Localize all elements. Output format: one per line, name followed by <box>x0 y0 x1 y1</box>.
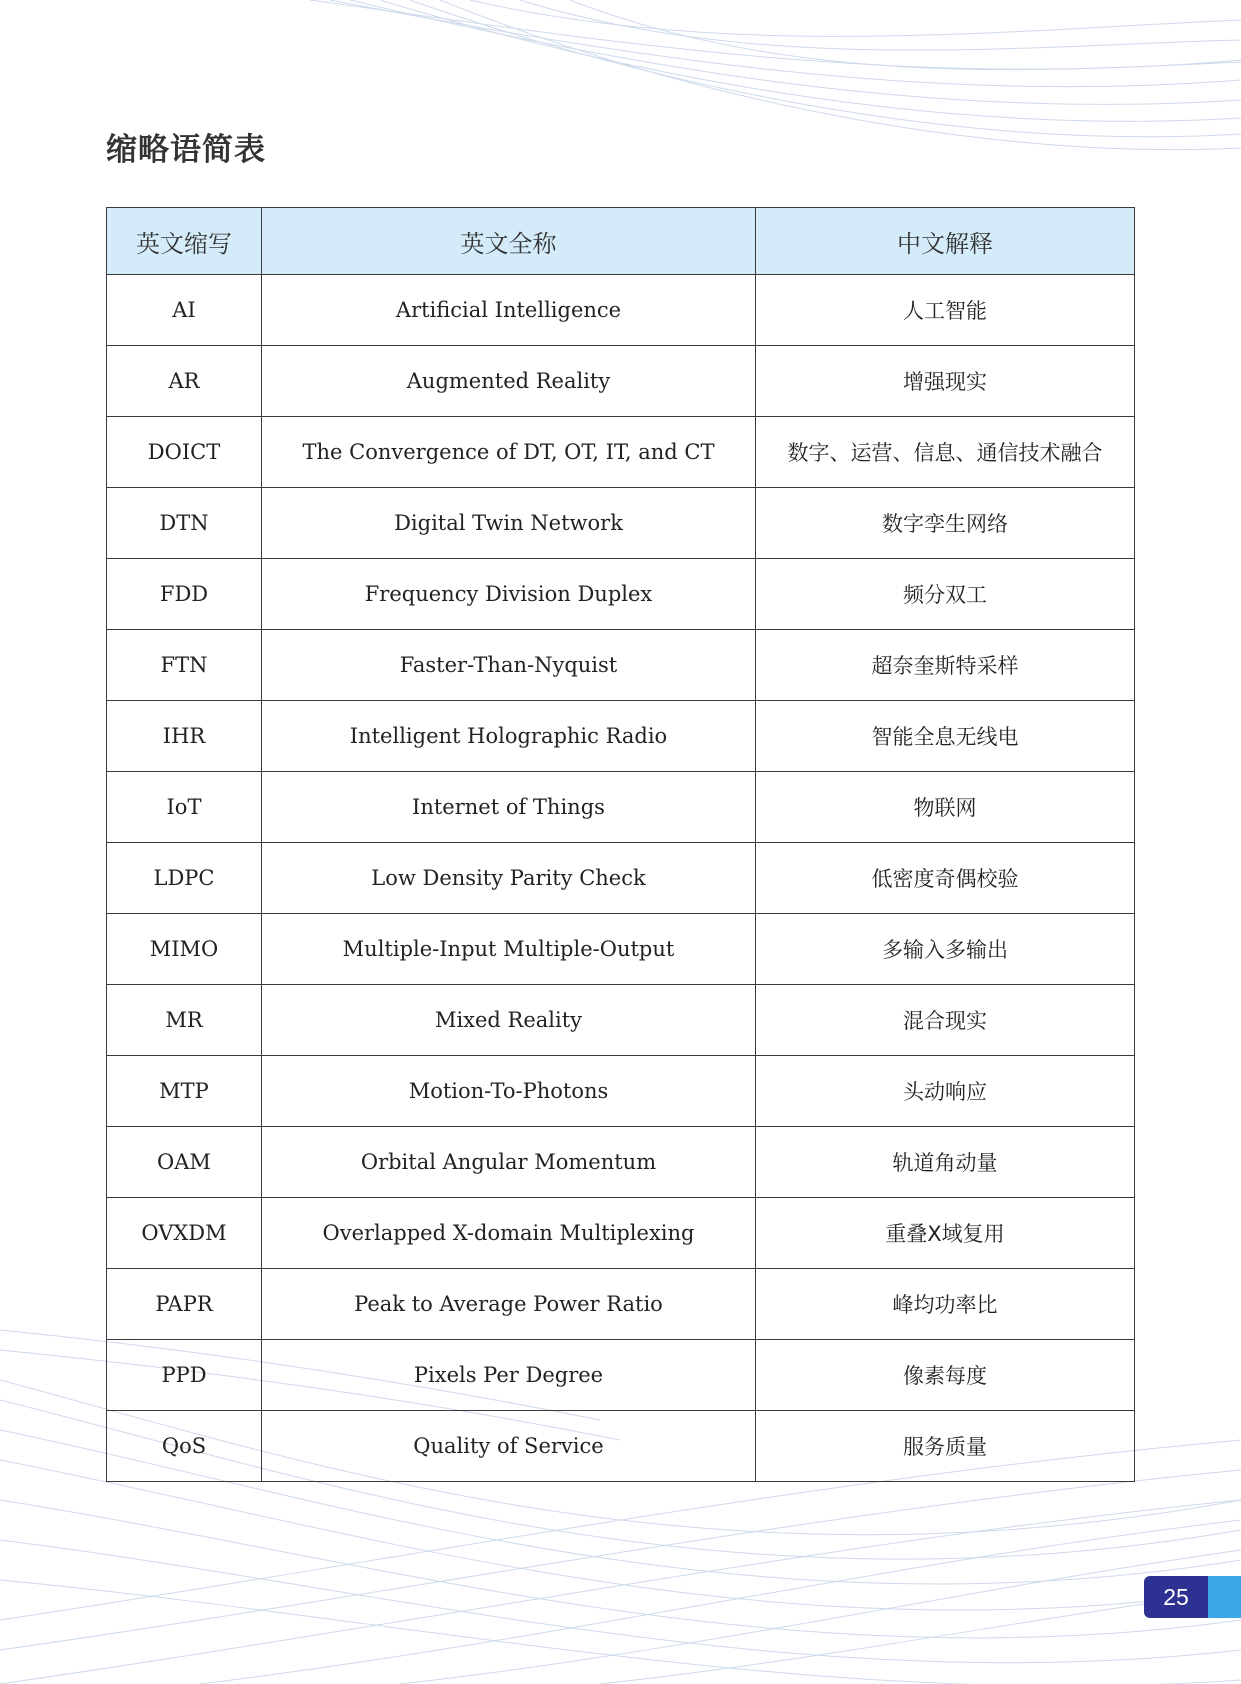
chinese-cell: 数字孪生网络 <box>756 488 1135 559</box>
full-name-cell: Digital Twin Network <box>262 488 756 559</box>
abbreviation-table <box>106 207 1135 1482</box>
abbr-cell: MTP <box>107 1056 262 1127</box>
full-name-cell: Quality of Service <box>262 1411 756 1482</box>
abbr-cell: IoT <box>107 772 262 843</box>
chinese-cell: 低密度奇偶校验 <box>756 843 1135 914</box>
table-row <box>107 1269 1135 1340</box>
full-name-cell: The Convergence of DT, OT, IT, and CT <box>262 417 756 488</box>
abbr-cell: MIMO <box>107 914 262 985</box>
full-name-cell: Peak to Average Power Ratio <box>262 1269 756 1340</box>
abbr-cell: AR <box>107 346 262 417</box>
table-row <box>107 630 1135 701</box>
chinese-cell: 服务质量 <box>756 1411 1135 1482</box>
chinese-cell: 频分双工 <box>756 559 1135 630</box>
chinese-cell: 像素每度 <box>756 1340 1135 1411</box>
abbr-cell: DOICT <box>107 417 262 488</box>
table-row <box>107 1411 1135 1482</box>
table-row <box>107 843 1135 914</box>
full-name-cell: Intelligent Holographic Radio <box>262 701 756 772</box>
header-chinese: 中文解释 <box>756 208 1135 275</box>
full-name-cell: Motion-To-Photons <box>262 1056 756 1127</box>
chinese-cell: 头动响应 <box>756 1056 1135 1127</box>
table-row <box>107 275 1135 346</box>
abbr-cell: FTN <box>107 630 262 701</box>
chinese-cell: 多输入多输出 <box>756 914 1135 985</box>
full-name-cell: Low Density Parity Check <box>262 843 756 914</box>
full-name-cell: Faster-Than-Nyquist <box>262 630 756 701</box>
full-name-cell: Pixels Per Degree <box>262 1340 756 1411</box>
table-row <box>107 985 1135 1056</box>
abbr-cell: AI <box>107 275 262 346</box>
header-full-name: 英文全称 <box>262 208 756 275</box>
header-abbreviation: 英文缩写 <box>107 208 262 275</box>
chinese-cell: 增强现实 <box>756 346 1135 417</box>
full-name-cell: Augmented Reality <box>262 346 756 417</box>
chinese-cell: 重叠X域复用 <box>756 1198 1135 1269</box>
abbr-cell: QoS <box>107 1411 262 1482</box>
chinese-cell: 峰均功率比 <box>756 1269 1135 1340</box>
table-row <box>107 701 1135 772</box>
table-row <box>107 1056 1135 1127</box>
abbr-cell: OAM <box>107 1127 262 1198</box>
chinese-cell: 智能全息无线电 <box>756 701 1135 772</box>
chinese-cell: 轨道角动量 <box>756 1127 1135 1198</box>
abbr-cell: PPD <box>107 1340 262 1411</box>
chinese-cell: 人工智能 <box>756 275 1135 346</box>
abbr-cell: IHR <box>107 701 262 772</box>
table-row <box>107 559 1135 630</box>
full-name-cell: Multiple-Input Multiple-Output <box>262 914 756 985</box>
full-name-cell: Internet of Things <box>262 772 756 843</box>
full-name-cell: Artificial Intelligence <box>262 275 756 346</box>
table-row <box>107 914 1135 985</box>
chinese-cell: 超奈奎斯特采样 <box>756 630 1135 701</box>
chinese-cell: 物联网 <box>756 772 1135 843</box>
table-row <box>107 1340 1135 1411</box>
table-row <box>107 346 1135 417</box>
table-header-row <box>107 208 1135 275</box>
full-name-cell: Overlapped X-domain Multiplexing <box>262 1198 756 1269</box>
table-row <box>107 1127 1135 1198</box>
full-name-cell: Frequency Division Duplex <box>262 559 756 630</box>
table-row <box>107 417 1135 488</box>
page-title: 缩略语简表 <box>106 132 266 168</box>
abbr-cell: FDD <box>107 559 262 630</box>
table-row <box>107 772 1135 843</box>
table-row <box>107 1198 1135 1269</box>
page-number: 25 <box>1144 1576 1208 1618</box>
chinese-cell: 混合现实 <box>756 985 1135 1056</box>
full-name-cell: Orbital Angular Momentum <box>262 1127 756 1198</box>
abbr-cell: PAPR <box>107 1269 262 1340</box>
abbr-cell: OVXDM <box>107 1198 262 1269</box>
abbr-cell: LDPC <box>107 843 262 914</box>
abbr-cell: MR <box>107 985 262 1056</box>
page-edge-tab <box>1208 1576 1241 1618</box>
full-name-cell: Mixed Reality <box>262 985 756 1056</box>
abbr-cell: DTN <box>107 488 262 559</box>
table-row <box>107 488 1135 559</box>
chinese-cell: 数字、运营、信息、通信技术融合 <box>756 417 1135 488</box>
